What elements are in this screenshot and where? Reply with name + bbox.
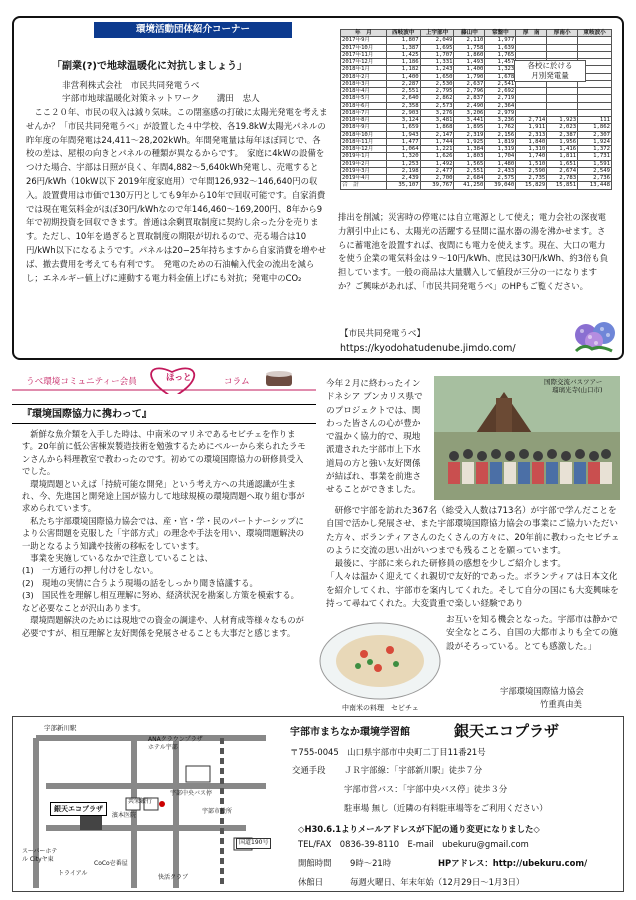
table-cell: 1,626 (420, 153, 454, 160)
table-cell: 1,591 (578, 160, 612, 167)
column-label: コラム (224, 377, 250, 387)
table-cell (578, 88, 612, 95)
table-cell: 2,903 (386, 109, 420, 116)
table-cell: 2019年3月 (341, 167, 387, 174)
map-label-bus-stop: 宇部中央バス停 (170, 790, 213, 797)
table-cell: 2,796 (454, 88, 485, 95)
table-cell: 2018年5月 (341, 95, 387, 102)
table-cell: 1,477 (386, 138, 420, 145)
table-cell (547, 44, 578, 51)
table-cell: 1,943 (386, 131, 420, 138)
paragraph: 研修で宇部を訪れた367名（総受入人数は713名）が宇部で学んだことを自国で活かし発展させ、また宇部環境国際協力協会の事業にご協力いただいた方々、ボランティアさんのたくさんの方々に、20年前に教わったセビチェのように交流の思い出がいつまでも残ることを願っています。 (326, 506, 620, 556)
table-cell: 1,695 (420, 44, 454, 51)
table-header-cell: 常盤中 (485, 30, 516, 37)
table-cell: 2019年4月 (341, 175, 387, 182)
table-cell (578, 109, 612, 116)
table-cell (578, 51, 612, 58)
table-cell: 2,313 (516, 131, 547, 138)
hydrangea-illustration (572, 315, 618, 355)
table-row (341, 44, 612, 51)
table-cell: 1,840 (516, 138, 547, 145)
table-cell: 1,186 (386, 59, 420, 66)
map-label-trial: トライアル (58, 870, 88, 877)
table-cell: 1,493 (454, 59, 485, 66)
table-cell: 3,236 (485, 117, 516, 124)
table-cell: 1,811 (547, 153, 578, 160)
table-row (341, 124, 612, 131)
table-cell: 2018年10月 (341, 131, 387, 138)
table-cell: 2,307 (578, 131, 612, 138)
table-cell (578, 44, 612, 51)
map-label-ecoplaza: 銀天エコプラザ (50, 802, 107, 816)
column-heart-label: ほっと (166, 373, 192, 383)
table-cell: 1,182 (386, 66, 420, 73)
table-cell: 2,700 (420, 175, 454, 182)
table-cell: 1,925 (454, 138, 485, 145)
paragraph: 環境問題といえば「持続可能な開発」という考え方への共通認識が生まれ、今、先進国と開発途上国が協力して地球規模の環境問題へ取り組む事が求められています。 (22, 478, 305, 514)
paragraph: 「人々は温かく迎えてくれ親切で友好的であった。ボランティアは日本文化を紹介してくれ、宇部市を案内してくれた。そして自分の国にも大変興味を持って尋ねてくれた。大変貴重で楽しい経験であり (326, 572, 619, 610)
project-text: 今年２月に終わったインドネシア ブンカリス県でのプロジェクトでは、関わった皆さんの心が豊かで温かく協力的で、現地派遣された宇部市上下水道局の方と強い友好関係が結ばれ、事業を前進させることができました。 (326, 379, 423, 496)
table-cell: 2,692 (485, 88, 516, 95)
paragraph: など必要なことが沢山あります。 (22, 602, 146, 613)
column-continued (326, 505, 620, 611)
table-cell: 2,735 (516, 175, 547, 182)
photo-caption-line2: 瑠璃光寺(山口市) (552, 386, 603, 394)
signature-org: 宇部環境国際協力協会 (500, 686, 584, 696)
table-cell: 15,851 (547, 182, 578, 189)
table-cell (516, 51, 547, 58)
table-cell (516, 109, 547, 116)
table-row (341, 160, 612, 167)
table-cell: 1,862 (578, 124, 612, 131)
table-cell: 2,783 (547, 175, 578, 182)
table-cell: 1,400 (454, 66, 485, 73)
table-cell: 1,310 (516, 146, 547, 153)
table-cell: 1,243 (420, 66, 454, 73)
table-cell (516, 37, 547, 44)
table-cell: 2018年7月 (341, 109, 387, 116)
paragraph: 新鮮な魚介類を入手した時は、中南米のマリネであるセビチェを作ります。20年前に低公害棟炭製造技術を勉強するためにペルーから来られたラモンさんから料理教室で教わったのです。初めての環境国際協力の研修員受入でした。 (22, 429, 306, 477)
map-label-city-hall: 宇部市役所 (202, 808, 233, 815)
table-cell: 1,924 (578, 138, 612, 145)
table-cell: 1,819 (485, 138, 516, 145)
table-cell: 1,384 (454, 146, 485, 153)
table-cell: 2017年10月 (341, 44, 387, 51)
table-cell: 1,639 (485, 44, 516, 51)
table-row (341, 167, 612, 174)
table-cell (547, 95, 578, 102)
table-cell: 3,481 (420, 117, 454, 124)
table-cell: 2018年1月 (341, 66, 387, 73)
table-header-cell: 東岐波小 (578, 30, 612, 37)
table-cell: 1,323 (485, 66, 516, 73)
column-title: 『環境国際協力に携わって』 (22, 409, 152, 420)
paragraph: 環境問題解決のためには現地での資金の調達や、人材育成等様々なものが必要ですが、相互理解と友好関係を発展させることも大事だと感じます。 (22, 615, 304, 638)
table-cell: 1,510 (516, 160, 547, 167)
table-header-cell: 年 月 (341, 30, 387, 37)
food-caption: 中南米の料理 セビチェ (342, 704, 419, 712)
table-cell: 2,530 (420, 80, 454, 87)
table-cell (547, 88, 578, 95)
table-cell: 2,541 (485, 80, 516, 87)
map-label-hotel: ANAクラウンプラザ ホテル宇部 (148, 736, 203, 751)
table-cell: 35,107 (386, 182, 420, 189)
table-cell: 1,740 (516, 153, 547, 160)
transport-train: ＪＲ宇部線：「宇部新川駅」徒歩７分 (344, 765, 483, 775)
table-row (341, 153, 612, 160)
table-cell: 2,358 (386, 102, 420, 109)
facility-name: 銀天エコプラザ (454, 722, 560, 740)
table-cell: 2,287 (386, 80, 420, 87)
table-cell (516, 44, 547, 51)
table-cell: 2018年8月 (341, 117, 387, 124)
closed-label: 休館日 (298, 877, 324, 887)
group-photo (434, 376, 620, 500)
table-cell: 1,064 (386, 146, 420, 153)
table-cell (547, 37, 578, 44)
table-cell: 1,790 (454, 73, 485, 80)
table-cell (547, 109, 578, 116)
table-cell: 2017年12月 (341, 59, 387, 66)
table-cell (516, 102, 547, 109)
transport-label: 交通手段 (292, 765, 326, 775)
table-cell: 1,977 (485, 37, 516, 44)
contact-info: TEL/FAX 0836-39-8110 E-mail ubekuru@gmail.com (298, 839, 529, 849)
table-cell: 2,684 (454, 175, 485, 182)
table-cell: 3,276 (420, 109, 454, 116)
photo-caption-line1: 国際交流バスツアー (544, 378, 603, 386)
table-header-cell: 西岐波中 (386, 30, 420, 37)
table-cell (547, 102, 578, 109)
table-cell: 2,551 (454, 167, 485, 174)
table-row (341, 37, 612, 44)
table-cell: 1,387 (386, 44, 420, 51)
map-label-route: 国道190号 (236, 838, 271, 849)
table-cell: 2018年6月 (341, 102, 387, 109)
list-item: (2) 現地の実情に合うよう現場の話をしっかり聞き協議する。 (22, 577, 258, 588)
website-link[interactable]: https://kyodohatudenube.jimdo.com/ (340, 343, 516, 354)
closed-days: 毎週火曜日、年末年始（12月29日〜1月3日） (350, 877, 525, 887)
table-cell: 1,803 (454, 153, 485, 160)
table-cell: 1,758 (454, 44, 485, 51)
table-cell: 3,206 (454, 109, 485, 116)
trainee-quote: お互いを知る機会となった。宇部市は静かで安全なところ、自国の大都市よりも全ての施設がそろっている。とても感激した。」 (446, 615, 618, 652)
table-cell: 2,640 (386, 95, 420, 102)
table-cell: 2,575 (485, 175, 516, 182)
table-cell: 1,731 (578, 153, 612, 160)
facility-org: 宇部市まちなか環境学習館 (290, 727, 410, 738)
link-title: 【市民共同発電うべ】 (340, 329, 426, 339)
table-cell: 1,372 (578, 146, 612, 153)
table-cell: 2,590 (516, 167, 547, 174)
table-cell: 111 (578, 117, 612, 124)
table-cell (547, 51, 578, 58)
ceviche-photo (318, 620, 442, 702)
table-cell (516, 88, 547, 95)
table-row (341, 146, 612, 153)
power-generation-table (340, 29, 612, 190)
table-cell: 2,490 (454, 102, 485, 109)
table-cell: 1,480 (485, 160, 516, 167)
paragraph: 事業を実施しているなかで注意していることは、 (30, 553, 213, 564)
column-member-label: うべ環境コミュニティー会員 (26, 377, 137, 387)
author-org-2: 宇部市地球温暖化対策ネットワーク 溝田 忠人 (62, 94, 260, 104)
list-item: (1) 一方通行の押し付けをしない。 (22, 565, 159, 576)
table-cell: 1,492 (420, 160, 454, 167)
table-cell: 41,250 (454, 182, 485, 189)
table-cell: 1,707 (420, 51, 454, 58)
table-cell: 1,956 (547, 138, 578, 145)
article-body-left: ここ２０年、市民の収入は減り気味。この閉塞感の打破に太陽光発電を考えませんか？「市民共同発電うべ」が設置した４中学校、各19.8kW太陽光パネルの昨年度の年間発電は24,411〜28,202kWh。年間発電量は毎年ほぼ同じで、各校の差は、屋根の向きとパネルの種類が異なるからです。 家庭に4kWの設備をつけた場合、宇部は日照が良く、年間4,882〜5,640kWh発電し、売電すると26円/kWh（10kW以下 2019年度家庭用）で年間126,932〜146,640円の収入。設置費用は市価で130万円としても9年から10年で回収可能です。自家消費では現在電気料金がほぼ30円/kWhなので年146,460〜169,200円、8年から9年で初期投資を回収できます。普通は余剰買取制度に契約し余った分を売ります。ただし、10年を過ぎると買取制度の期限が切れるので、売る場合は10円/kWh以下になるようです。パネルは20−25年持ちますから自家消費を増やせば、撤去費用を考えても有利です。 発電のための石油輸入代金の流出を減らし；エネルギー値上げに連動する電力料金値上げにも対抗；発電中のCO₂ (26, 107, 328, 283)
parking-info: 駐車場 無し（近隣の有料駐車場等をご利用ください） (344, 803, 548, 813)
table-cell: 2,549 (578, 167, 612, 174)
table-cell: 2,637 (454, 80, 485, 87)
table-cell: 2,319 (454, 131, 485, 138)
table-cell: 1,650 (420, 73, 454, 80)
table-cell: 1,400 (386, 73, 420, 80)
table-cell: 2,736 (578, 175, 612, 182)
table-cell: 2,364 (485, 102, 516, 109)
table-cell (578, 95, 612, 102)
table-cell (516, 95, 547, 102)
table-cell: 1,744 (420, 138, 454, 145)
map-label-station: 宇部新川駅 (44, 724, 77, 732)
table-cell: 2,979 (485, 109, 516, 116)
table-cell: 2,795 (420, 88, 454, 95)
table-cell: 2,387 (547, 131, 578, 138)
table-cell: 1,331 (420, 59, 454, 66)
map-label-clinic: 濱本医院 (112, 812, 137, 819)
table-cell (578, 102, 612, 109)
table-header-cell: 厚南小 (547, 30, 578, 37)
table-cell: 1,425 (386, 51, 420, 58)
article-body-right: 排出を削減；災害時の停電には自立電源として使え；電力会社の深夜電力割引中止にも、太陽光の活躍する昼間に温水器の湯を沸かせます。さらに蓄電池を設置すれば、夜間にも電力を使えます。現在、大口の電力を使う企業の電気料金は９〜10円/kWh、庶民は30円/kWh、約3倍も負担しています。一般の商品は大量購入して値段が三分の一になりますか？ご興味があれば、「市民共同発電うべ」のHPもご覧ください。 (338, 212, 609, 291)
table-cell: 39,767 (420, 182, 454, 189)
photo-caption (544, 378, 603, 394)
table-cell: 2,837 (454, 95, 485, 102)
table-cell: 1,651 (547, 160, 578, 167)
facility-address: 〒755-0045 山口県宇部市中央町二丁目11番21号 (290, 747, 486, 757)
table-cell: 2,573 (420, 102, 454, 109)
table-cell: 3,124 (386, 117, 420, 124)
map-label-cocos: CoCo壱番屋 (94, 860, 128, 867)
table-cell: 1,765 (485, 51, 516, 58)
table-row (341, 88, 612, 95)
table-caption: 各校に於ける 月別発電量 (514, 60, 586, 82)
table-cell: 2018年9月 (341, 124, 387, 131)
table-cell: 2018年4月 (341, 88, 387, 95)
map-label-super-hotel: スーパーホテル Cityヤ東 (22, 848, 58, 863)
table-cell (578, 37, 612, 44)
table-row (341, 95, 612, 102)
table-cell: 2,110 (454, 37, 485, 44)
table-cell: 3,441 (454, 117, 485, 124)
map-label-bank: 共栄銀行 (128, 798, 153, 805)
table-cell: 2,433 (485, 167, 516, 174)
table-cell: 1,253 (386, 160, 420, 167)
table-cell: 1,678 (485, 73, 516, 80)
table-cell: 1,762 (485, 124, 516, 131)
table-cell: 2,198 (386, 167, 420, 174)
table-cell: 合 計 (341, 182, 387, 189)
table-cell: 1,923 (547, 117, 578, 124)
table-cell: 2018年3月 (341, 80, 387, 87)
table-cell: 13,448 (578, 182, 612, 189)
email-change-notice: ◇H30.6.1よりメールアドレスが下記の通り変更になりました◇ (298, 824, 540, 834)
table-cell: 1,221 (420, 146, 454, 153)
table-cell: 1,565 (454, 160, 485, 167)
table-cell: 2,551 (386, 88, 420, 95)
column-body (22, 428, 308, 639)
table-cell: 2,023 (547, 124, 578, 131)
table-cell: 1,895 (454, 124, 485, 131)
table-cell: 2019年2月 (341, 160, 387, 167)
table-cell: 2017年9月 (341, 37, 387, 44)
table-cell: 1,860 (454, 51, 485, 58)
table-cell: 1,319 (485, 146, 516, 153)
table-cell: 2019年1月 (341, 153, 387, 160)
transport-bus: 宇部市営バス：「宇部中央バス停」徒歩３分 (344, 784, 508, 794)
table-cell: 2,049 (420, 37, 454, 44)
table-cell: 2018年12月 (341, 146, 387, 153)
table-cell: 1,807 (386, 37, 420, 44)
table-cell: 2,862 (420, 95, 454, 102)
table-row (341, 175, 612, 182)
hours-value: 9時〜21時 (350, 858, 392, 868)
hours-label: 開館時間 (298, 858, 332, 868)
table-cell: 2,714 (516, 117, 547, 124)
table-cell: 2018年2月 (341, 73, 387, 80)
table-cell: 2017年11月 (341, 51, 387, 58)
table-row (341, 51, 612, 58)
table-cell: 2018年11月 (341, 138, 387, 145)
article-title: 「副業(?)で地球温暖化に対抗しましょう」 (52, 61, 247, 72)
table-header-row (341, 30, 612, 37)
table-cell: 2,674 (547, 167, 578, 174)
table-row (341, 109, 612, 116)
table-row (341, 102, 612, 109)
table-cell: 1,868 (420, 124, 454, 131)
list-item: (3) 国民性を理解し相互理解に努め、経済状況を勘案し方策を模索する。 (22, 590, 299, 601)
table-header-cell: 厚 南 (516, 30, 547, 37)
table-cell: 2,147 (420, 131, 454, 138)
table-cell: 1,659 (386, 124, 420, 131)
table-row (341, 117, 612, 124)
author-org-1: 非営利株式会社 市民共同発電うべ (62, 81, 200, 91)
table-cell: 2,439 (386, 175, 420, 182)
table-cell: 1,704 (485, 153, 516, 160)
table-cell: 15,829 (516, 182, 547, 189)
section-banner: 環境活動団体紹介コーナー (94, 22, 292, 38)
table-header-cell: 藤山中 (454, 30, 485, 37)
paragraph: 最後に、宇部に来られた研修員の感想を少しご紹介します。 (334, 559, 566, 570)
table-row (341, 138, 612, 145)
paragraph: 私たち宇部環境国際協力協会では、産・官・学・民のパートナーシップにより公害問題を克服した「宇部方式」の理念や手法を用い、環境問題解決の一助となるよう知識や技術の移転をしています。 (22, 515, 305, 551)
table-cell: 1,457 (485, 59, 516, 66)
map-label-kaikatsu: 快活クラブ (158, 874, 189, 881)
table-row (341, 131, 612, 138)
table-cell: 1,320 (386, 153, 420, 160)
table-cell: 2,477 (420, 167, 454, 174)
table-row (341, 182, 612, 189)
signature-name: 竹重真由美 (540, 699, 582, 709)
table-cell: 2,156 (485, 131, 516, 138)
table-cell: 2,719 (485, 95, 516, 102)
table-cell: 39,040 (485, 182, 516, 189)
table-cell: 1,416 (547, 146, 578, 153)
table-cell: 1,911 (516, 124, 547, 131)
table-header-cell: 上宇部中 (420, 30, 454, 37)
homepage-link[interactable]: HPアドレス：http://ubekuru.com/ (438, 858, 588, 868)
